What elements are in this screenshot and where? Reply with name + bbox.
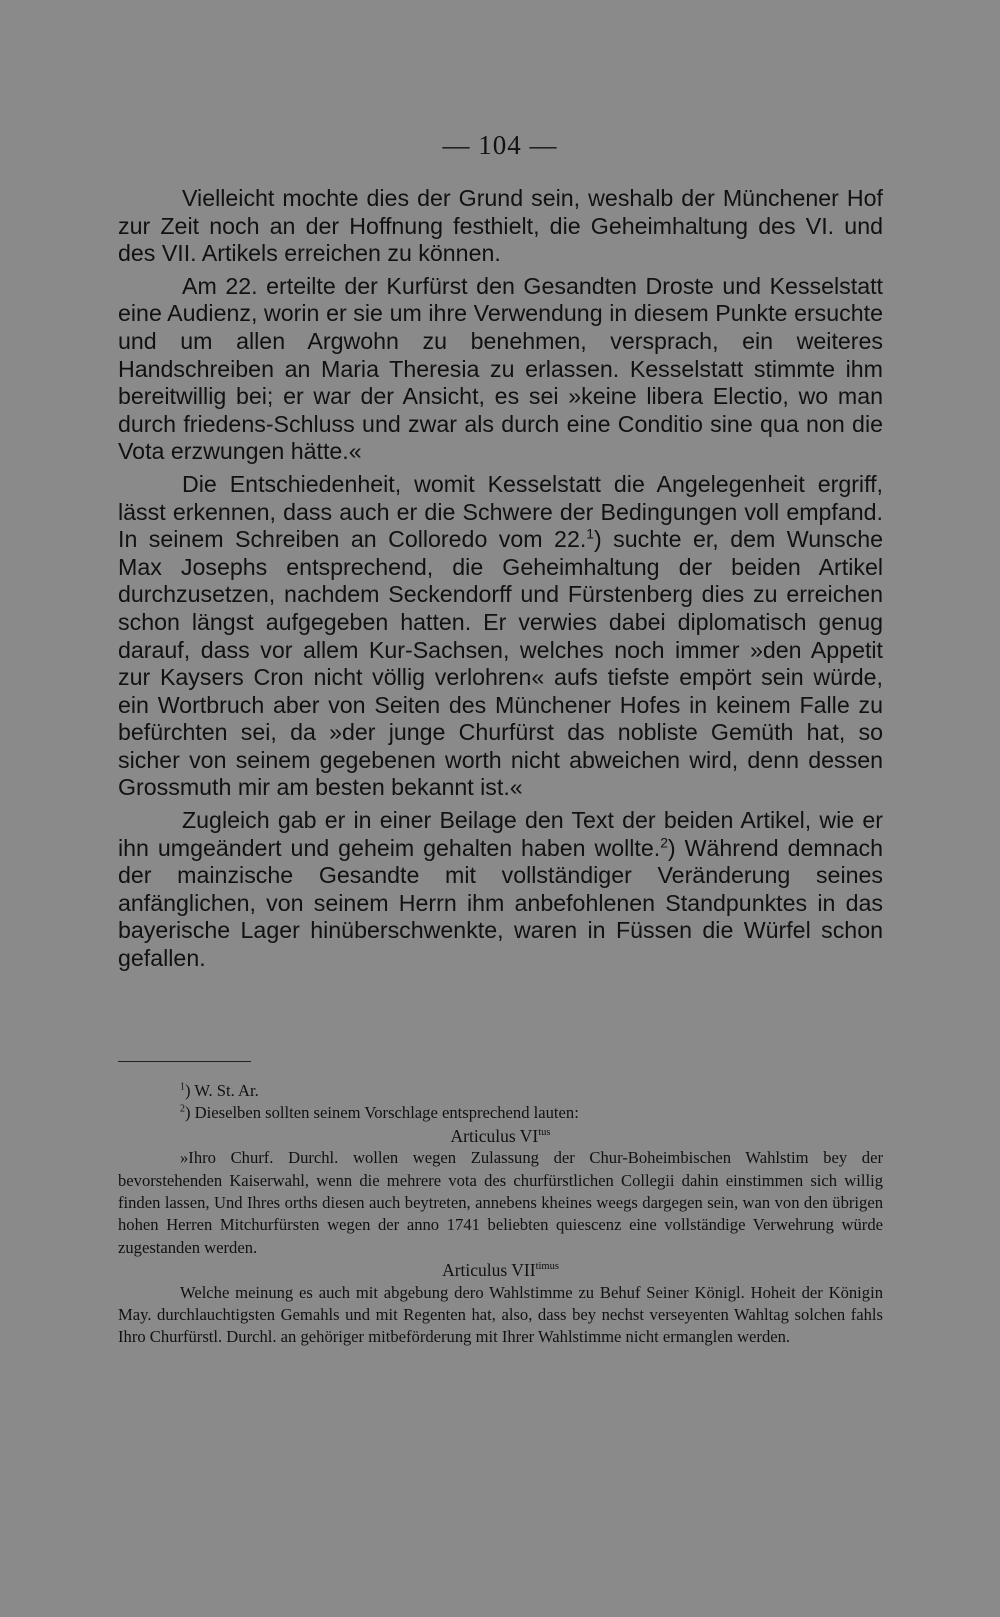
footnote-ref-1: 1 [586,525,595,542]
paragraph-4 [118,807,883,973]
footnote-1 [118,1080,883,1102]
footnotes [118,1080,883,1349]
paragraph-4-after-ref: ) [667,834,676,861]
page-number: — 104 — [442,130,558,160]
article-6-text: »Ihro Churf. Durchl. wollen wegen Zulassung der Chur-Boheimbischen Wahlstim bey der bevorstehenden Kaiserwahl, wenn die mehrere vota des churfürstlichen Collegii dahin einstimmen sich willig finden lassen, Und Ihres orths diesen auch beytreten, annebens kheines weegs dargegen sein, wan von den übrigen hohen Herren Mitchurfürsten wegen der anno 1741 beliebten quiescenz eine vollständige Verwehrung würde zugestanden werden. [118,1148,883,1257]
main-text [118,185,883,978]
paragraph-4-text: Zugleich gab er in einer Beilage den Text der beiden Artikel, wie er ihn umgeändert und geheim gehalten haben wollte. [118,807,883,861]
article-7-heading [118,1259,883,1281]
footnote-1-text: ) W. St. Ar. [184,1081,259,1100]
article-6-heading-base: Articulus VI [450,1125,539,1146]
paragraph-3-continued: er, dem Wunsche Max Josephs entsprechend, die Geheimhaltung der beiden Artikel durchzusetzen, nachdem Seckendorff und Fürstenberg dies zu erreichen schon längst aufgegeben hatten. Er verwies dabei diplomatisch genug darauf, dass vor allem Kur-Sachsen, welches noch immer »den Appetit zur Kaysers Cron nicht völlig verlohren« aufs tiefste empört sein würde, ein Wortbruch aber von Seiten des Münchener Hofes in keinem Falle zu befürchten sei, da »der junge Churfürst das nobliste Gemüth hat, so sicher von seinem gegebenen worth nicht abweichen wird, denn dessen Grossmuth mir am besten bekannt ist.« [118,526,883,801]
footnote-2-text: ) Dieselben sollten seinem Vorschlage entsprechend lauten: [184,1103,579,1123]
footnote-separator [118,1061,251,1062]
footnote-2-mark: 2 [180,1103,185,1115]
paragraph-1: Vielleicht mochte dies der Grund sein, weshalb der Münchener Hof zur Zeit noch an der Hoffnung festhielt, die Geheimhaltung des VI. und des VII. Artikels erreichen zu können. [118,185,883,267]
paragraph-2: Am 22. erteilte der Kurfürst den Gesandten Droste und Kesselstatt eine Audienz, worin er sie um ihre Verwendung in diesem Punkte ersuchte und um allen Argwohn zu benehmen, versprach, ein weiteres Handschreiben an Maria Theresia zu erlassen. Kesselstatt stimmte ihm bereitwillig bei; er war der Ansicht, es sei »keine libera Electio, wo man durch friedens-Schluss und zwar als durch eine Conditio sine qua non die Vota erzwungen hätte.« [118,272,883,465]
footnote-2 [118,1102,883,1124]
article-7-heading-base: Articulus VII [442,1260,536,1281]
article-6-heading [118,1125,883,1147]
article-7-text: Welche meinung es auch mit abgebung dero Wahlstimme zu Behuf Seiner Königl. Hoheit der Königin May. durchlauchtigsten Gemahls und mit Regenten hat, also, dass bey nechst verseyenten Wahltag solchen fahls Ihro Churfürstl. Durchl. an gehöriger mitbeförderung mit Ihrer Wahlstimme nicht ermanglen werden. [118,1282,883,1347]
article-7-heading-sup: timus [535,1261,559,1273]
footnote-1-mark: 1 [180,1081,185,1093]
article-6-heading-sup: tus [538,1126,551,1138]
paragraph-3-after-ref: ) suchte [594,526,682,553]
paragraph-3-text: Die Entschiedenheit, womit Kesselstatt die Angelegenheit ergriff, lässt erkennen, dass auch er die Schwere der Bedingungen voll empfand. In seinem Schreiben an Colloredo vom 22. [118,470,883,553]
paragraph-3 [118,471,883,802]
paragraph-4-continued: Während demnach der mainzische Gesandte mit vollständiger Veränderung seines anfänglichen, von seinem Herrn ihm anbefohlenen Standpunktes in das bayerische Lager hinüberschwenkte, waren in Füssen die Würfel schon gefallen. [118,834,883,972]
footnote-ref-2: 2 [660,833,668,850]
